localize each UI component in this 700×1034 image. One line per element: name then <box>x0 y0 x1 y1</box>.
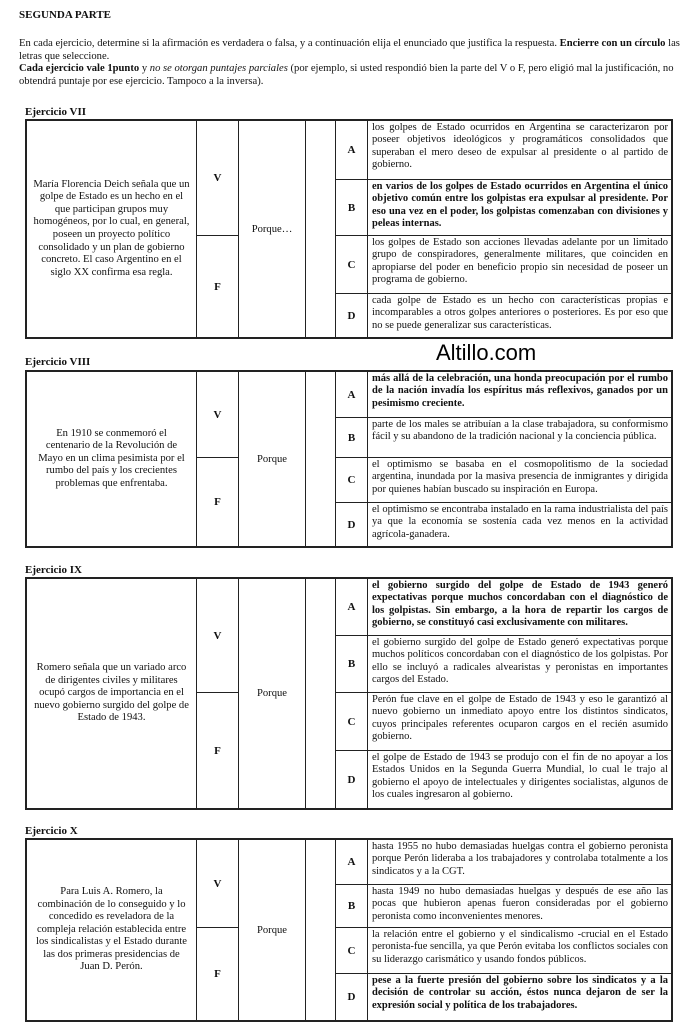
answer-option[interactable] <box>336 236 671 294</box>
option-letter[interactable]: C <box>336 693 368 750</box>
answer-option[interactable] <box>336 294 671 337</box>
exercise-title: Ejercicio VII <box>25 106 86 118</box>
option-text: Perón fue clave en el golpe de Estado de 1943 y eso le garantizó al nuevo gobierno un inmediato apoyo entre los distintos sindicatos, cuyos principales referentes ocuparon cargos en el recién asumido gobierno. <box>372 694 668 742</box>
answer-option[interactable] <box>336 418 671 458</box>
exercise-statement: Para Luis A. Romero, la combinación de lo conseguido y lo concedido es reveladora de la compleja relación establecida entre los sindicalistas y el Estado durante las dos primeras presidencias de Juan D. Perón. <box>27 840 197 1020</box>
option-text: el golpe de Estado de 1943 se produjo con el fin de no apoyar a los Estados Unidos en la Segunda Guerra Mundial, lo cual le trajo al gobierno el apoyo de intelectuales y dirigentes socialistas, algunos de los cuales ingresaron al gobierno. <box>372 752 668 800</box>
exercise-table <box>25 370 673 548</box>
blank-column <box>306 372 336 546</box>
option-text: cada golpe de Estado es un hecho con características propias e incomparables a otros golpes anteriores o posteriores. Es por eso que no se puede generalizar sus características. <box>372 295 668 331</box>
exercise-statement: En 1910 se conmemoró el centenario de la Revolución de Mayo en un clima pesimista por el rumbo del país y los crecientes problemas que enfrentaba. <box>27 372 197 546</box>
false-option[interactable]: F <box>197 693 239 808</box>
answer-option[interactable] <box>336 840 671 885</box>
option-text: hasta 1955 no hubo demasiadas huelgas contra el gobierno peronista porque Perón lideraba a los trabajadores y controlaba totalmente a los sindicatos y a la CGT. <box>372 841 668 877</box>
exercise-statement: María Florencia Deich señala que un golpe de Estado es un hecho en el que participan grupos muy homogéneos, por lo cual, en general, poseen un proyecto político consolidado y un plan de gobierno concreto. El caso Argentino en el siglo XX confirma esa regla. <box>27 121 197 337</box>
instructions-emphasis: Cada ejercicio vale 1punto <box>19 63 140 75</box>
section-heading: SEGUNDA PARTE <box>19 9 112 21</box>
option-letter[interactable]: D <box>336 974 368 1020</box>
option-letter[interactable]: A <box>336 840 368 884</box>
porque-label: Porque <box>239 840 306 1020</box>
option-text: en varios de los golpes de Estado ocurridos en Argentina el único objetivo común entre los golpistas era expulsar al presidente. Por eso una vez en el poder, los golpistas comenzaban con divisiones y peleas internas. <box>372 181 668 229</box>
watermark: Altillo.com <box>436 340 537 365</box>
answer-option[interactable] <box>336 503 671 546</box>
answer-option[interactable] <box>336 458 671 503</box>
answer-option[interactable] <box>336 180 671 236</box>
exercise-title: Ejercicio X <box>25 825 78 837</box>
true-option[interactable]: V <box>197 579 239 693</box>
instructions-italic: no se otorgan puntajes parciales <box>149 63 288 75</box>
option-text: el optimismo se basaba en el cosmopolitismo de la sociedad argentina, inundada por la masiva presencia de inmigrantes y dirigida por quienes habían buscado su inspiración en Europa. <box>372 459 668 495</box>
answer-option[interactable] <box>336 121 671 180</box>
true-option[interactable]: V <box>197 372 239 458</box>
true-option[interactable]: V <box>197 121 239 236</box>
false-option[interactable]: F <box>197 236 239 337</box>
instructions-paragraph-2 <box>19 63 689 88</box>
answer-option[interactable] <box>336 579 671 636</box>
instructions-text: y <box>141 63 148 75</box>
option-text: más allá de la celebración, una honda preocupación por el rumbo de la nación invadía los espíritus más reflexivos, ganados por un pesimismo creciente. <box>372 373 668 409</box>
exercise-table <box>25 119 673 339</box>
instructions <box>19 38 689 88</box>
porque-label: Porque <box>239 372 306 546</box>
instructions-text: las letras que seleccione. <box>19 38 680 62</box>
option-letter[interactable]: A <box>336 579 368 635</box>
option-letter[interactable]: B <box>336 636 368 692</box>
instructions-text: (por ejemplo, si usted respondió bien la parte del V o F, pero eligió mal la justificación, no obtendrá puntaje por ese ejercicio. Tampoco a la inversa). <box>19 63 674 87</box>
option-letter[interactable]: C <box>336 458 368 502</box>
exercise-statement: Romero señala que un variado arco de dirigentes civiles y militares ocupó cargos de importancia en el nuevo gobierno surgido del golpe de Estado de 1943. <box>27 579 197 808</box>
blank-column <box>306 840 336 1020</box>
option-text: el optimismo se encontraba instalado en la rama industrialista del país ya que la economía se sostenía cada vez menos en la actividad agrícola-ganadera. <box>372 504 668 540</box>
option-text: los golpes de Estado ocurridos en Argentina se caracterizaron por poseer objetivos ideológicos y programáticos consolidados que superaban el mero deseo de expulsar al presidente o al partido de gobierno. <box>372 122 668 170</box>
instructions-emphasis: Encierre con un círculo <box>559 38 666 49</box>
option-text: los golpes de Estado son acciones llevadas adelante por un limitado grupo de conspiradores, generalmente militares, que coinciden en apropiarse del poder en beneficio propio sin necesidad de poseer un programa de gobierno. <box>372 237 668 285</box>
option-letter[interactable]: D <box>336 503 368 546</box>
option-letter[interactable]: B <box>336 180 368 235</box>
exercise-table <box>25 838 673 1022</box>
porque-label: Porque… <box>239 121 306 337</box>
answer-option[interactable] <box>336 372 671 418</box>
option-text: hasta 1949 no hubo demasiadas huelgas y después de ese año las pocas que hubieron apenas fueron consideradas por el gobierno peronista como inconvenientes menores. <box>372 886 668 922</box>
true-option[interactable]: V <box>197 840 239 928</box>
answer-option[interactable] <box>336 885 671 928</box>
option-letter[interactable]: A <box>336 121 368 179</box>
blank-column <box>306 579 336 808</box>
option-letter[interactable]: B <box>336 418 368 457</box>
answer-option[interactable] <box>336 693 671 751</box>
option-letter[interactable]: A <box>336 372 368 417</box>
porque-label: Porque <box>239 579 306 808</box>
option-letter[interactable]: D <box>336 294 368 337</box>
answer-option[interactable] <box>336 636 671 693</box>
answer-option[interactable] <box>336 928 671 974</box>
option-text: el gobierno surgido del golpe de Estado de 1943 generó expectativas porque muchos concordaban con el diagnóstico de los golpistas. Sin embargo, a la hora de repartir los cargos de gobierno, se constituyó casi exclusivamente con militares. <box>372 580 668 628</box>
exercise-title: Ejercicio IX <box>25 564 82 576</box>
option-letter[interactable]: C <box>336 928 368 973</box>
exercise-title: Ejercicio VIII <box>25 356 91 368</box>
option-text: pese a la fuerte presión del gobierno sobre los sindicatos y a la decisión de controlar su acción, éstos nunca dejaron de ser la expresión social y política de los trabajadores. <box>372 975 668 1011</box>
blank-column <box>306 121 336 337</box>
false-option[interactable]: F <box>197 458 239 546</box>
exercise-table <box>25 577 673 810</box>
option-text: la relación entre el gobierno y el sindicalismo -crucial en el Estado peronista-fue sencilla, ya que Perón evitaba los conflictos sociales con su liderazgo carismático y usando fondos públicos. <box>372 929 668 965</box>
instructions-paragraph-1 <box>19 38 689 63</box>
instructions-text: En cada ejercicio, determine si la afirmación es verdadera o falsa, y a continuación elija el enunciado que justifica la respuesta. <box>19 38 557 49</box>
option-text: el gobierno surgido del golpe de Estado generó expectativas porque muchos políticos concordaban con el diagnóstico de los golpistas. Por ello se incluyó a radicales alvearistas y peronistas en importantes cargos del Estado. <box>372 637 668 685</box>
option-letter[interactable]: D <box>336 751 368 808</box>
answer-option[interactable] <box>336 974 671 1020</box>
option-letter[interactable]: C <box>336 236 368 293</box>
answer-option[interactable] <box>336 751 671 808</box>
option-text: parte de los males se atribuían a la clase trabajadora, su conformismo fácil y su abandono de la tradición nacional y la conciencia pública. <box>372 419 668 443</box>
false-option[interactable]: F <box>197 928 239 1020</box>
option-letter[interactable]: B <box>336 885 368 927</box>
